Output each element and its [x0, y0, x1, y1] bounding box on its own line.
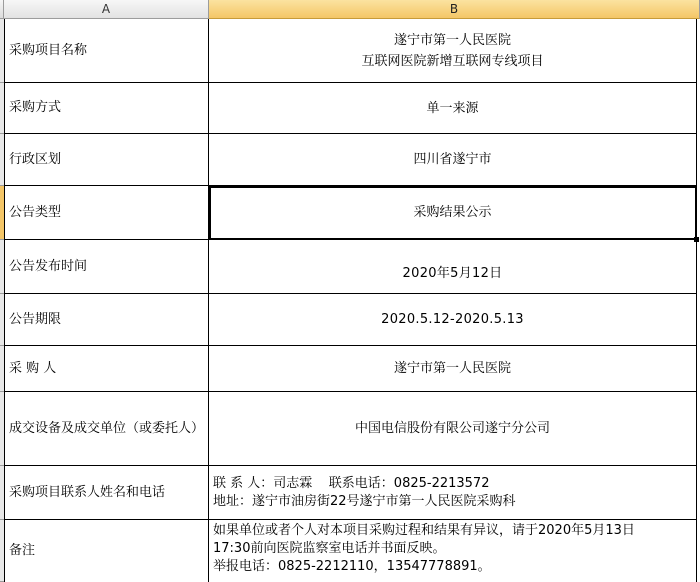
- label-publish-time: 公告发布时间: [9, 259, 88, 274]
- cell-a-publish-time[interactable]: [4, 240, 209, 294]
- label-region: 行政区划: [9, 151, 62, 167]
- cell-a-purchaser[interactable]: [4, 346, 209, 392]
- label-period: 公告期限: [9, 311, 62, 327]
- value-line: 遂宁市第一人民医院: [393, 361, 511, 376]
- cell-b-winner[interactable]: [209, 392, 697, 466]
- cell-a-contact[interactable]: [4, 466, 209, 520]
- label-contact: 采购项目联系人姓名和电话: [9, 484, 166, 500]
- value-line: 采购结果公示: [413, 205, 492, 220]
- cell-a-region[interactable]: [4, 134, 209, 186]
- label-purchaser: 采 购 人: [9, 360, 57, 376]
- cell-a-period[interactable]: [4, 294, 209, 346]
- cell-a-project-name[interactable]: [4, 19, 209, 83]
- value-line: 中国电信股份有限公司遂宁分公司: [354, 421, 550, 436]
- cell-b-purchaser[interactable]: [209, 346, 697, 392]
- cell-b-remarks[interactable]: [209, 520, 697, 582]
- cell-a-notice-type[interactable]: [4, 186, 209, 240]
- cell-b-notice-type-selected[interactable]: [209, 186, 697, 240]
- cell-b-period[interactable]: [209, 294, 697, 346]
- value-line: 2020.5.12-2020.5.13: [381, 312, 524, 327]
- value-line: 联 系 人：司志霖 联系电话：0825-2213572: [213, 475, 490, 491]
- cell-b-contact[interactable]: [209, 466, 697, 520]
- value-line: 互联网医院新增互联网专线项目: [361, 53, 544, 69]
- value-line: 2020年5月12日: [402, 266, 503, 281]
- value-line: 遂宁市第一人民医院: [393, 32, 511, 48]
- value-line: 17:30前向医院监察室电话并书面反映。: [213, 541, 446, 556]
- cell-a-remarks[interactable]: [4, 520, 209, 582]
- label-project-name: 采购项目名称: [9, 42, 88, 58]
- label-method: 采购方式: [9, 100, 62, 115]
- value-line: 地址：遂宁市油房街22号遂宁市第一人民医院采购科: [213, 493, 516, 509]
- cell-b-region[interactable]: [209, 134, 697, 186]
- cell-b-publish-time[interactable]: [209, 240, 697, 294]
- value-line: 如果单位或者个人对本项目采购过程和结果有异议，请于2020年5月13日: [213, 523, 635, 538]
- cell-a-method[interactable]: [4, 83, 209, 134]
- cell-b-method[interactable]: [209, 83, 697, 134]
- label-notice-type: 公告类型: [9, 204, 62, 220]
- column-header-a[interactable]: A: [4, 0, 209, 19]
- label-winner: 成交设备及成交单位（或委托人）: [9, 420, 205, 436]
- column-header-b[interactable]: B: [209, 0, 700, 19]
- value-line: 举报电话：0825-2212110，13547778891。: [213, 559, 491, 574]
- label-remarks: 备注: [9, 543, 36, 558]
- cell-a-winner[interactable]: [4, 392, 209, 466]
- value-line: 四川省遂宁市: [413, 152, 492, 167]
- cell-b-project-name[interactable]: [209, 19, 697, 83]
- value-line: 单一来源: [426, 100, 479, 116]
